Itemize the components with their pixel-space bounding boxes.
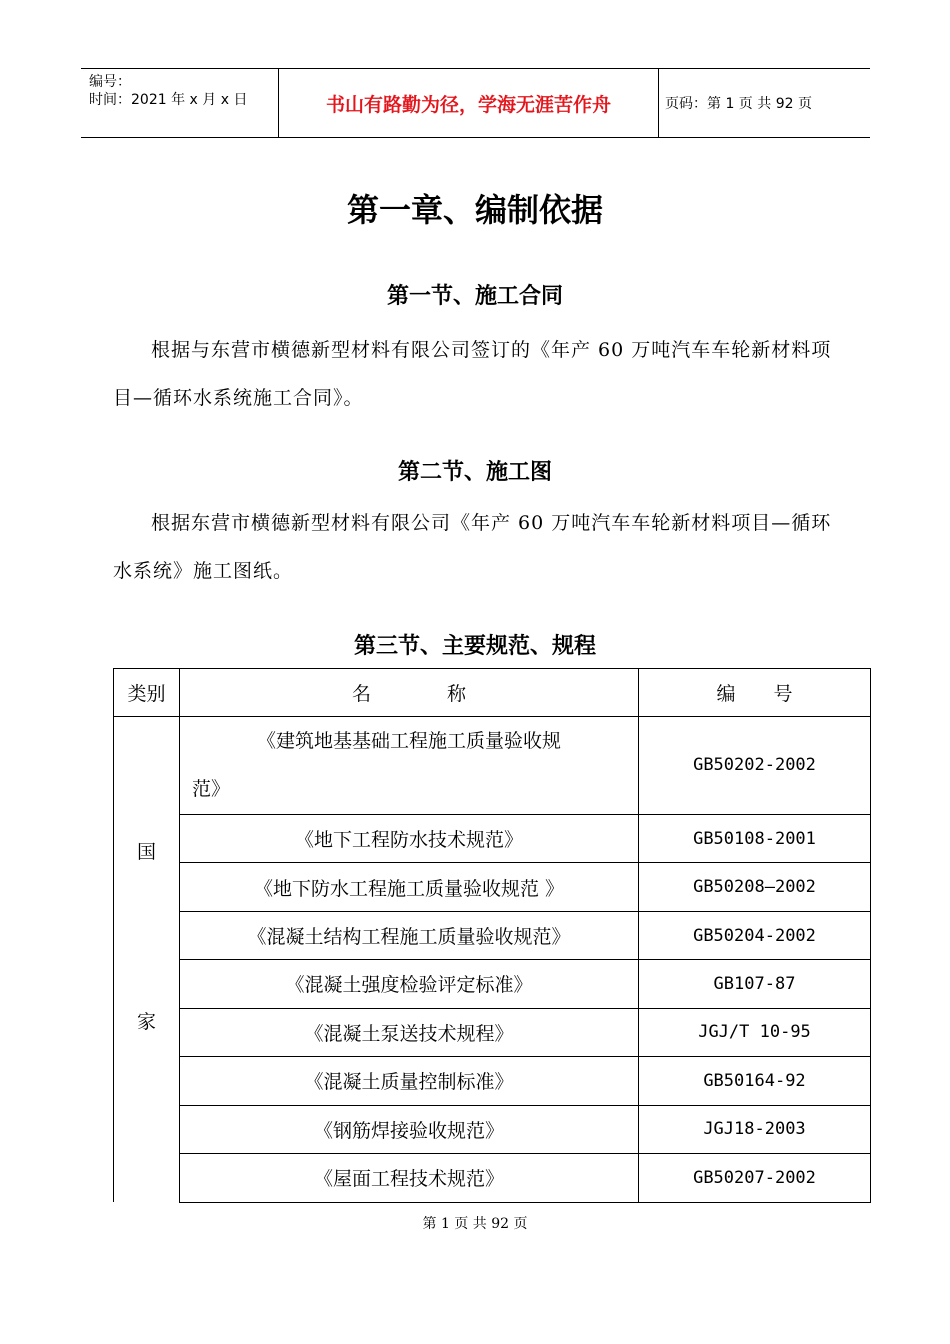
table-row [114, 1105, 871, 1153]
standard-code: GB50204-2002 [639, 911, 871, 959]
section-body-contract: 根据与东营市横德新型材料有限公司签订的《年产 60 万吨汽车车轮新材料项目—循环水系统施工合同》。 [113, 339, 832, 409]
standard-code: GB50108-2001 [639, 814, 871, 862]
header-code: 编 号 [639, 669, 871, 717]
table-row [114, 960, 871, 1008]
header-number-label: 编号： [89, 74, 131, 90]
table-row [114, 911, 871, 959]
header-date-label: 时间：2021 年 x 月 x 日 [89, 92, 248, 108]
table-row [114, 814, 871, 862]
header-category: 类别 [114, 669, 180, 717]
standard-code: GB50208—2002 [639, 863, 871, 911]
table-row [114, 1008, 871, 1056]
category-cell [114, 717, 180, 1203]
header-page-info: 页码：第 1 页 共 92 页 [665, 96, 812, 112]
standard-code: JGJ18-2003 [639, 1105, 871, 1153]
standard-code: GB50202-2002 [639, 717, 871, 815]
standard-name: 《地下防水工程施工质量验收规范 》 [180, 863, 639, 911]
standard-name: 《屋面工程技术规范》 [180, 1153, 639, 1202]
table-header-row [114, 669, 871, 717]
header-motto: 书山有路勤为径，学海无涯苦作舟 [279, 69, 659, 137]
category-char: 家 [136, 1011, 156, 1033]
standard-code: GB107-87 [639, 960, 871, 1008]
standards-table [113, 668, 871, 1203]
standard-code: JGJ/T 10-95 [639, 1008, 871, 1056]
standard-name [180, 717, 639, 815]
standard-name: 《混凝土强度检验评定标准》 [180, 960, 639, 1008]
chapter-title: 第一章、编制依据 [346, 191, 603, 229]
standard-name: 《混凝土泵送技术规程》 [180, 1008, 639, 1056]
header-name: 名 称 [180, 669, 639, 717]
standard-name: 《地下工程防水技术规范》 [180, 814, 639, 862]
section-body-drawings: 根据东营市横德新型材料有限公司《年产 60 万吨汽车车轮新材料项目—循环水系统》施工图纸。 [113, 512, 832, 582]
standard-name: 《混凝土结构工程施工质量验收规范》 [180, 911, 639, 959]
category-char: 国 [136, 841, 156, 863]
standard-code: GB50207-2002 [639, 1153, 871, 1202]
header-meta [81, 69, 279, 137]
page-footer: 第 1 页 共 92 页 [422, 1216, 528, 1232]
standard-code: GB50164-92 [639, 1057, 871, 1105]
standard-name-line2: 范》 [192, 778, 231, 801]
standard-name-line1: 《建筑地基基础工程施工质量验收规 [256, 730, 561, 753]
section-title-drawings: 第二节、施工图 [397, 459, 552, 485]
table-row [114, 717, 871, 815]
page-header [81, 68, 870, 138]
table-row [114, 1057, 871, 1105]
standard-name: 《钢筋焊接验收规范》 [180, 1105, 639, 1153]
section-title-contract: 第一节、施工合同 [386, 283, 563, 309]
standard-name: 《混凝土质量控制标准》 [180, 1057, 639, 1105]
section-title-standards: 第三节、主要规范、规程 [353, 633, 596, 659]
table-row [114, 863, 871, 911]
table-row [114, 1153, 871, 1202]
